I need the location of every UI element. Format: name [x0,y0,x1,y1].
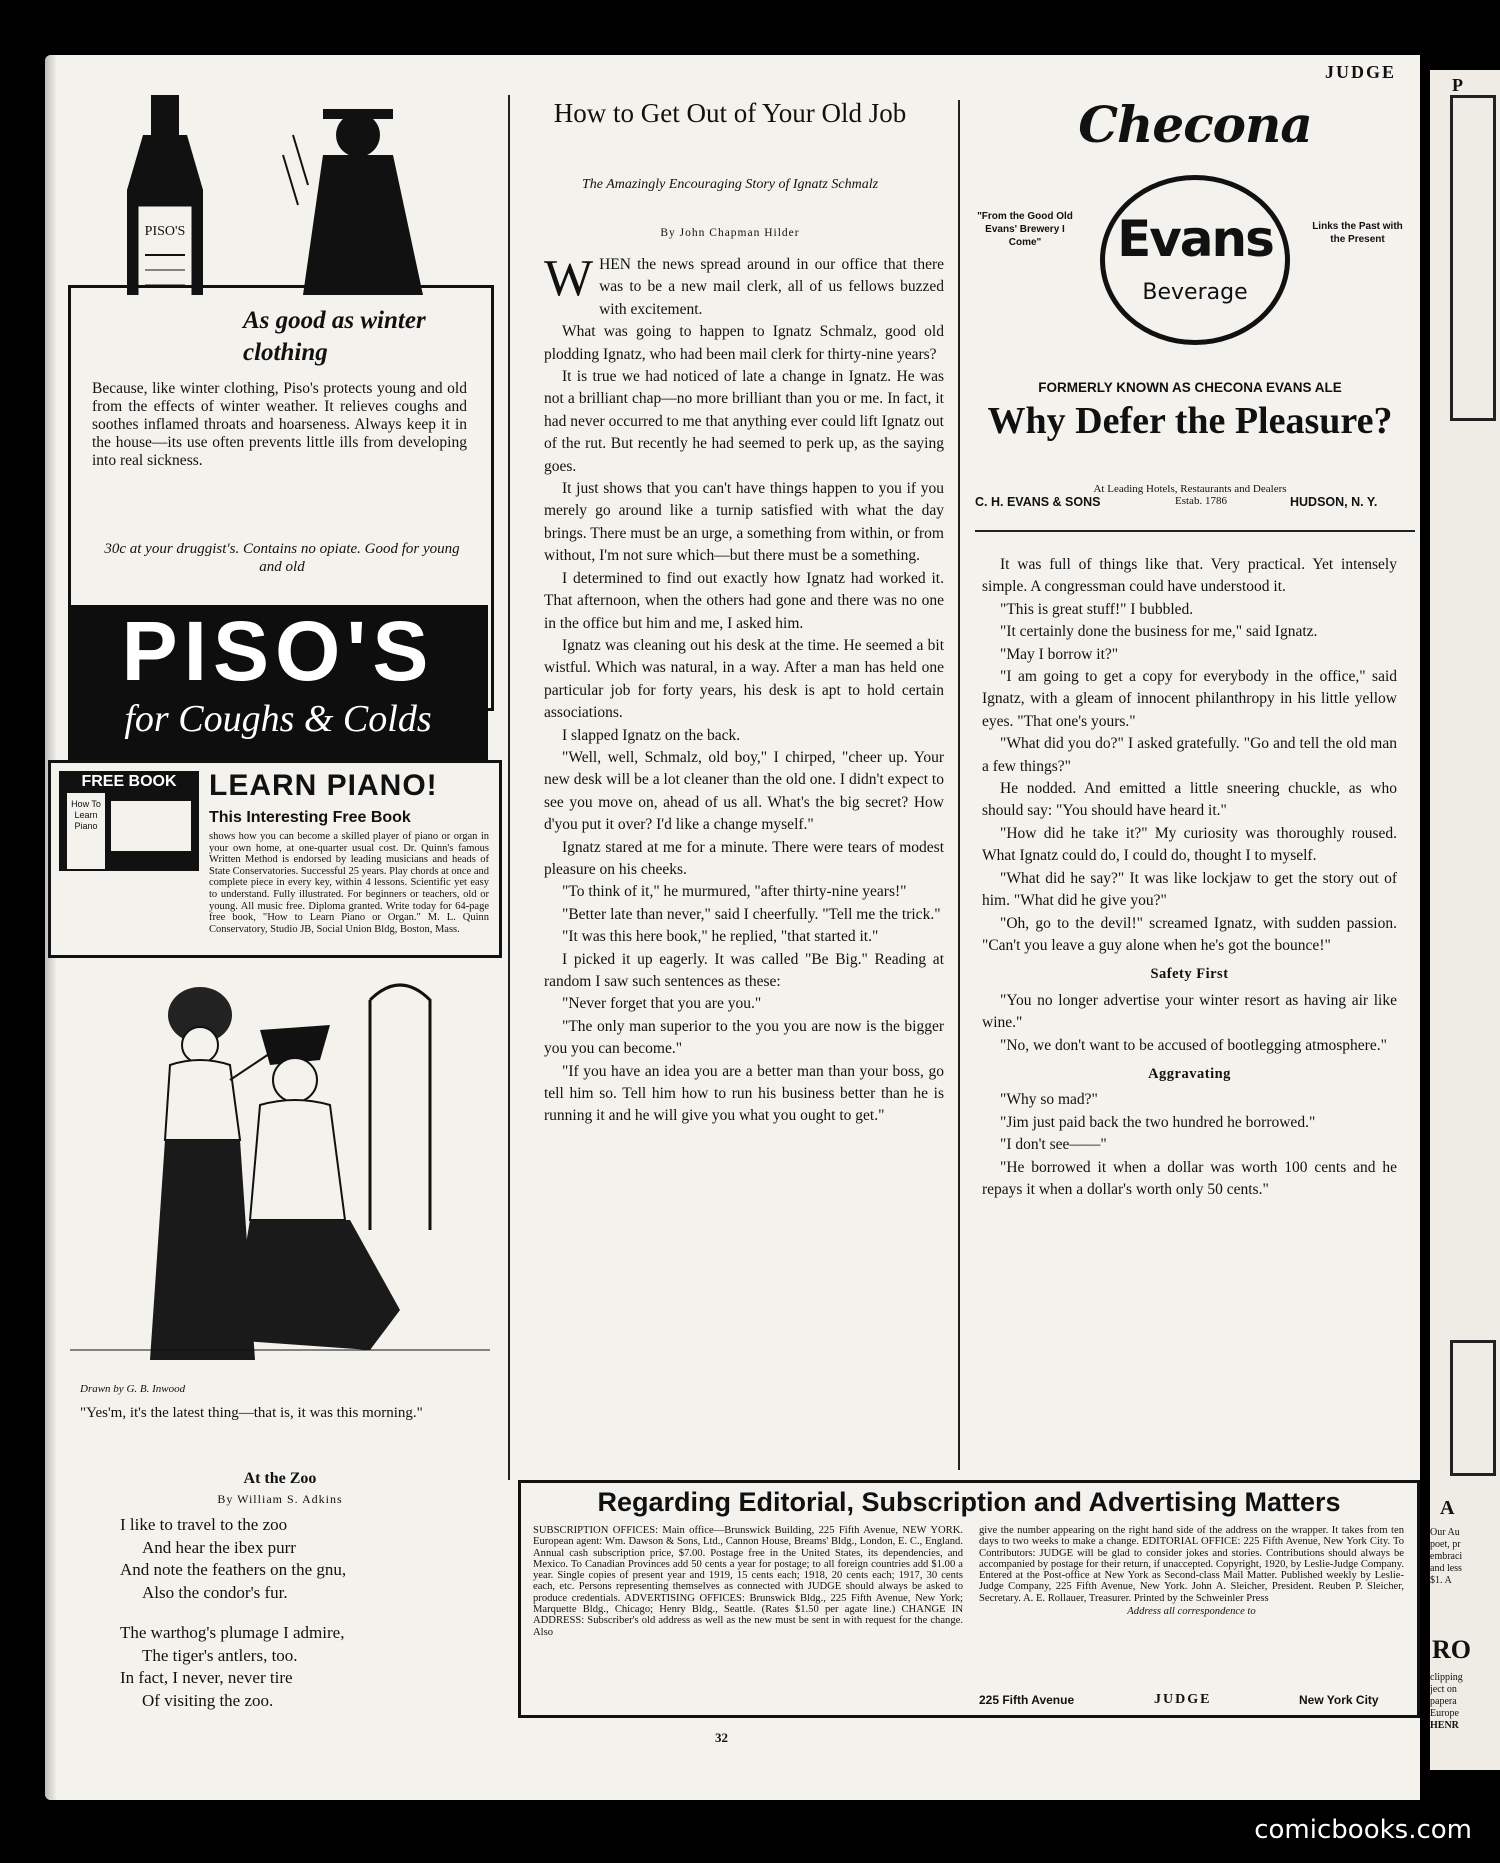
piso-price-note: 30c at your druggist's. Contains no opiate. Good for young and old [104,541,460,575]
running-head: JUDGE [1325,62,1397,82]
joke-paragraph: "Why so mad?" [1000,1091,1098,1109]
piano-ad [48,760,502,958]
checona-formerly: FORMERLY KNOWN AS CHECONA EVANS ALE [1038,380,1342,395]
poem-title: At the Zoo [243,1470,317,1487]
cartoon-caption: "Yes'm, it's the latest thing—that is, it was this morning." [80,1405,423,1421]
article-paragraph: "It certainly done the business for me," said Ignatz. [1000,623,1318,641]
poem-line: And note the feathers on the gnu, [120,1560,347,1579]
facing-page-head: P [1452,75,1463,95]
article-paragraph: "How did he take it?" My curiosity was thoroughly roused. What Ignatz could do, I could do, thought I to myself. [982,824,1397,865]
piano-body: shows how you can become a skilled player of piano or organ in your own home, at one-quarter usual cost. Dr. Quinn's famous Written Method is endorsed by leading musicians and heads of State Conservatories. Successful 25 years. Play chords at once and complete piece in every key, within 4 lessons. Scientific yet easy to understand. Fully illustrated. For beginners or teachers, old or young. All music free. Diploma granted. Write today for 64-page free book, "How to Learn Piano or Organ." M. L. Quinn Conservatory, Studio JB, Social Union Bldg, Boston, Mass. [209,831,489,935]
article-paragraph: What was going to happen to Ignatz Schmalz, good old plodding Ignatz, who had been mail clerk for thirty-nine years? [544,323,944,363]
article-paragraph: "Better late than never," said I cheerfully. "Tell me the trick." [562,905,941,923]
checona-script-title: Checona [1078,95,1312,154]
article-paragraph: "Well, well, Schmalz, old boy," I chirped, "cheer up. Your new desk will be a lot cleaner than the old one. I didn't expect to see you move on, ahead of us all. What's the big secret? How d'you put it over? I'd like a change myself." [544,748,944,834]
joke-paragraph: "Jim just paid back the two hundred he borrowed." [1000,1113,1316,1131]
piso-body: Because, like winter clothing, Piso's protects young and old from the effects of winter weather. It relieves coughs and soothes inflamed throats and hoarseness. Always keep it in the house—its use often prevents little ills from developing into real sickness. [92,380,467,469]
checona-ad: Checona Evans Beverage "From the Good Old Evans' Brewery I Come" Links the Past with the Present FORMERLY KNOWN AS CHECONA EVANS ALE Why Defer the Pleasure? At Leading Hotels, Restaurants and Dealers C. H. EVANS & SONS Estab. 1786 HUDSON, N. Y. [965,95,1415,515]
joke-paragraph: "He borrowed it when a dollar was worth 100 cents and he repays it when a dollar's worth only 50 cents." [982,1158,1397,1198]
article-paragraph: It was full of things like that. Very practical. Yet intensely simple. A congressman could have understood it. [982,556,1397,596]
facing-page-text-1: Our Au poet, pr embraci and less $1. A [1430,1527,1463,1586]
evans-oval-logo [1100,175,1290,345]
column-rule-right [958,100,960,1470]
article-paragraph: "To think of it," he murmured, "after thirty-nine years!" [562,883,907,901]
poem-line: The warthog's plumage I admire, [120,1623,345,1642]
piano-title: LEARN PIANO! [209,769,438,802]
piano-subtitle: This Interesting Free Book [209,809,411,826]
checona-left-note: "From the Good Old Evans' Brewery I Come" [977,211,1073,248]
article-paragraph: "The only man superior to the you you are now is the bigger you you can become." [544,1017,944,1058]
article-paragraph: It is true we had noticed of late a change in Ignatz. He was not a brilliant chap—no more brilliant than you or me. In fact, it had never occurred to me that anything ever could lift Ignatz out of the rut. But recently he had seemed to perk up, as the saying goes. [544,368,944,475]
piso-banner [68,605,488,765]
article-paragraph: I determined to find out exactly how Ignatz had worked it. That afternoon, when the others had gone and there was no one in the office but him and me, I asked him. [544,569,944,632]
piso-headline: As good as winter clothing [243,307,426,366]
ad-rule [975,530,1415,532]
checona-right-note: Links the Past with the Present [1312,221,1403,245]
cartoon-credit: Drawn by G. B. Inwood [80,1383,186,1395]
editorial-title: Regarding Editorial, Subscription and Advertising Matters [597,1487,1341,1517]
column-rule-left [508,95,510,1480]
editorial-right-column: give the number appearing on the right hand side of the address on the wrapper. It takes from ten days to two weeks to make a change. EDITORIAL OFFICE: 225 Fifth Avenue, New York City. To Contributors: JUDGE will be glad to consider jokes and stories. Contributions should always be accompanied by postage for their return, if unaccepted. Copyright, 1920, by Leslie-Judge Company. Entered at the Post-office at New York as Second-class Mail Matter. Published weekly by Leslie-Judge Company, 225 Fifth Avenue, New York. John A. Sleicher, President. Reuben P. Sleicher, Secretary. A. E. Rollauer, Treasurer. Printed by the Schweinler Press Address all correspondence to [979,1525,1404,1618]
cartoon-illustration [70,970,490,1370]
facing-page-frame [1450,95,1496,421]
page-number: 32 [715,1730,728,1745]
bottle-label: PISO'S [144,224,186,239]
facing-page-box [1450,1340,1496,1476]
piso-tagline: for Coughs & Colds [124,698,432,740]
article-paragraph: It just shows that you can't have things happen to you if you merely go around like a turnip satisfied with what the day brings. There must be an urge, a something from within, or from without, I'm not sure which—but there must be a something. [544,480,944,565]
article-paragraph: Ignatz stared at me for a minute. There were tears of modest pleasure on his cheeks. [544,838,944,878]
article-paragraph: WHEN the news spread around in our office that there was to be a new mail clerk, all of us fellows buzzed with excitement. [544,250,944,318]
joke-paragraph: "No, we don't want to be accused of bootlegging atmosphere." [1000,1036,1387,1054]
piso-ad [68,95,488,745]
safety-first-heading: Safety First [1150,966,1229,983]
poem-author: By William S. Adkins [217,1492,343,1506]
article-paragraph: "Oh, go to the devil!" screamed Ignatz, with sudden passion. "Can't you leave a guy alone when he's got the bounce!" [982,914,1397,954]
article-paragraph: Ignatz was cleaning out his desk at the time. He seemed a bit wistful. Which was natural, in a way. After a man has held one particular job for forty years, his desk is apt to hold certain associations. [544,636,944,722]
editorial-address-note: Address all correspondence to [1127,1606,1256,1618]
article-subtitle: The Amazingly Encouraging Story of Ignatz Schmalz [581,177,879,192]
facing-page-text-2: clipping ject on papera Europe HENR [1430,1672,1463,1731]
piso-brand: PISO'S [121,604,435,698]
article-column-2 [982,554,1397,1201]
article-paragraph: "It was this here book," he replied, "that started it." [562,928,879,946]
editorial-left-column: SUBSCRIPTION OFFICES: Main office—Brunswick Building, 225 Fifth Avenue, NEW YORK. European agent: Wm. Dawson & Sons, Ltd., Cannon House, Breams' Bldg., London, E. C., England. Annual cash subscription price, $7.00. Postage free in the United States, its dependencies, and Mexico. To Canadian Provinces add 50 cents a year for postage; to all foreign countries add $1.00 a year. Single copies of present year and 1919, 15 cents each; 1918, 20 cents each; 1917, 30 cents each, etc. Persons representing themselves as connected with JUDGE should always be asked to produce credentials. ADVERTISING OFFICES: Brunswick Bldg., 225 Fifth Avenue, New York; Marquette Bldg., Chicago; Henry Bldg., Seattle. (Rates $1.50 per agate line.) CHANGE IN ADDRESS: Subscriber's old address as well as the new must be sent in with request for the change. Also [533,1525,963,1638]
article-paragraph: I slapped Ignatz on the back. [562,726,741,744]
poem-line: Of visiting the zoo. [142,1690,274,1710]
poem-body [120,1514,346,1712]
article-paragraph: "What did he say?" It was like lockjaw to get the story out of him. "What did he give you?" [982,869,1397,910]
book-cover: How To Learn Piano [67,793,105,869]
editorial-box: Regarding Editorial, Subscription and Advertising Matters SUBSCRIPTION OFFICES: Main office—Brunswick Building, 225 Fifth Avenue, NEW YORK. European agent: Wm. Dawson & Sons, Ltd., Cannon House, Breams' Bldg., London, E. C., England. Annual cash subscription price, $7.00. Postage free in the United States, its dependencies, and Mexico. To Canadian Provinces add 50 cents a year for postage; to all foreign countries add $1.00 a year. Single copies of present year and 1919, 15 cents each; 1918, 20 cents each; 1917, 30 cents each, etc. Persons representing themselves as connected with JUDGE should always be asked to produce credentials. ADVERTISING OFFICES: Brunswick Bldg., 225 Fifth Avenue, New York; Marquette Bldg., Chicago; Henry Bldg., Seattle. (Rates $1.50 per agate line.) CHANGE IN ADDRESS: Subscriber's old address as well as the new must be sent in with request for the change. Also give the number appearing on the right hand side of the address on the wrapper. It takes from ten days to two weeks to make a change. EDITORIAL OFFICE: 225 Fifth Avenue, New York City. To Contributors: JUDGE will be glad to consider jokes and stories. Contributions should always be accompanied by postage for their return, if unaccepted. Copyright, 1920, by Leslie-Judge Company. Entered at the Post-office at New York as Second-class Mail Matter. Published weekly by Leslie-Judge Company, 225 Fifth Avenue, New York. John A. Sleicher, President. Reuben P. Sleicher, Secretary. A. E. Rollauer, Treasurer. Printed by the Schweinler Press Address all correspondence to 225 Fifth Avenue JUDGE New York City [518,1480,1420,1718]
article-paragraph: "If you have an idea you are a better man than your boss, go tell him so. Tell him how to run his business better than he is running it and he will give you what you ought to get." [544,1062,944,1125]
article-paragraph: I picked it up eagerly. It was called "Be Big." Reading at random I saw such sentences as these: [544,950,944,990]
drop-cap: W [544,250,594,307]
article-byline: By John Chapman Hilder [660,227,800,239]
joke-paragraph: "I don't see——" [1000,1136,1107,1154]
article-title: How to Get Out of Your Old Job [553,98,907,128]
facing-page-a: A [1440,1497,1455,1519]
bottle-and-silhouette-illustration [93,95,493,295]
poem-line: Also the condor's fur. [142,1582,288,1602]
poem-line: And hear the ibex purr [142,1537,296,1557]
beverage-word: Beverage [1142,280,1248,305]
facing-page-ro: RO [1432,1635,1471,1664]
poem-line: In fact, I never, never tire [120,1668,293,1687]
article-paragraph: "Never forget that you are you." [562,995,762,1013]
checona-headline: Why Defer the Pleasure? [987,400,1393,442]
facing-page-fragment [1430,70,1500,1770]
article-column-1 [544,250,944,1128]
aggravating-heading: Aggravating [1148,1065,1231,1082]
article-paragraph: "What did you do?" I asked gratefully. "Go and tell the old man a few things?" [982,735,1397,775]
article-paragraph: "May I borrow it?" [1000,645,1119,663]
watermark: comicbooks.com [1254,1815,1472,1845]
article-paragraph: He nodded. And emitted a little sneering chuckle, as who should say: "You should have heard it." [982,780,1397,820]
checona-dealers: At Leading Hotels, Restaurants and Dealers [1093,483,1287,495]
joke-paragraph: "You no longer advertise your winter resort as having air like wine." [982,991,1397,1032]
evans-word: Evans [1117,210,1273,268]
poem-line: I like to travel to the zoo [120,1515,288,1534]
article-paragraph: "This is great stuff!" I bubbled. [1000,600,1194,618]
free-book-badge: FREE BOOK How To Learn Piano [59,771,199,871]
article-paragraph: "I am going to get a copy for everybody in the office," said Ignatz, with a gleam of innocent philanthropy in his little yellow eyes. "That one's yours." [982,668,1397,730]
poem-line: The tiger's antlers, too. [142,1645,298,1665]
